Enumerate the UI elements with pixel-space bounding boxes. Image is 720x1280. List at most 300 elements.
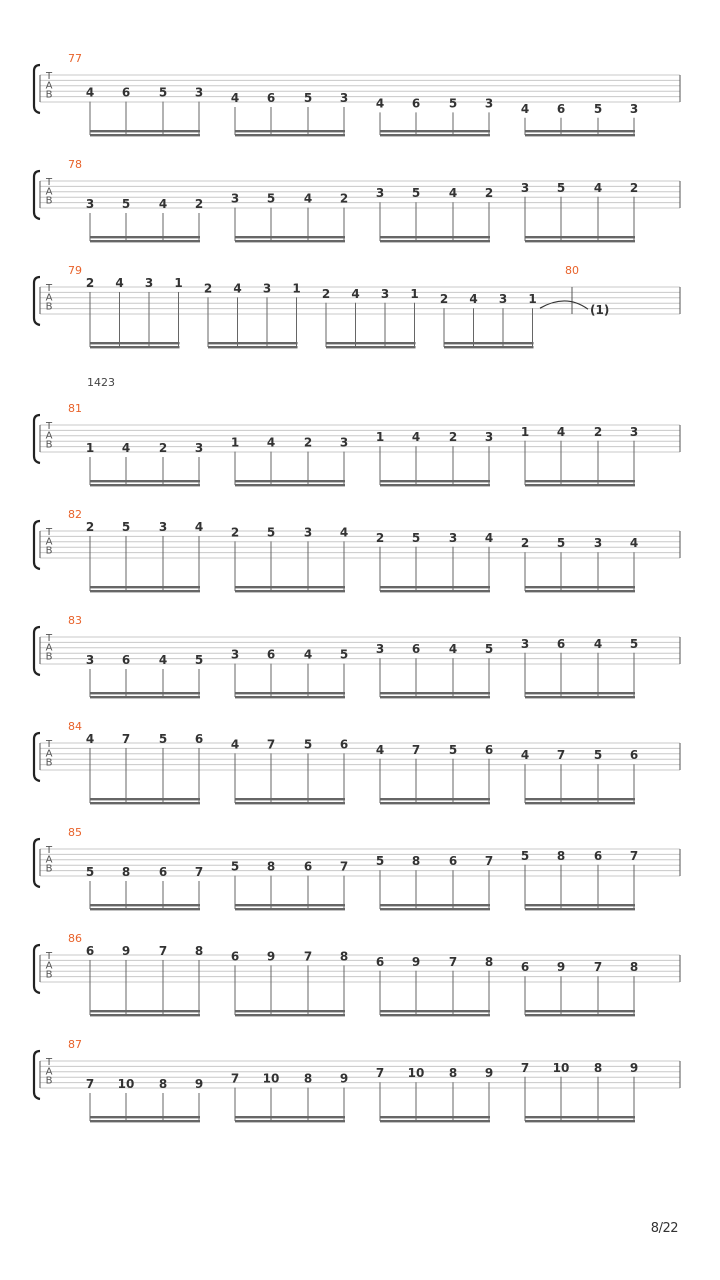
beam — [208, 342, 298, 344]
measure-number: 78 — [68, 158, 82, 171]
measure-number: 85 — [68, 826, 82, 839]
fret-number: 2 — [203, 281, 213, 296]
fret-number: 6 — [339, 737, 349, 752]
fret-number: 8 — [266, 859, 276, 874]
beam — [90, 346, 180, 348]
tab-clef-letter: B — [45, 545, 53, 557]
beam — [326, 346, 416, 348]
fret-number: 4 — [303, 647, 313, 662]
fret-number: 6 — [266, 91, 276, 105]
beam — [525, 590, 635, 592]
beam — [90, 908, 200, 910]
tab-clef-letter: A — [45, 642, 53, 654]
measure-number: 80 — [565, 264, 579, 277]
system-bracket — [34, 171, 40, 219]
fret-number: 2 — [303, 435, 313, 450]
tab-clef-letter: T — [45, 177, 53, 188]
fret-number: 3 — [303, 525, 313, 540]
fret-number: 3 — [262, 281, 272, 296]
fret-number: 3 — [629, 424, 639, 439]
beam — [525, 586, 635, 588]
beam — [235, 908, 345, 910]
fret-number: 7 — [629, 848, 639, 863]
beam — [525, 484, 635, 486]
tied-note: (1) — [590, 303, 610, 318]
fret-number: 6 — [375, 954, 385, 969]
beam — [235, 480, 345, 482]
fret-number: 4 — [411, 430, 421, 445]
beam — [525, 130, 635, 132]
tab-clef-letter: A — [45, 960, 53, 972]
measure-number: 84 — [68, 720, 82, 733]
fret-number: 4 — [469, 292, 478, 307]
beam — [525, 904, 635, 906]
fret-number: 10 — [262, 1071, 280, 1086]
beam — [90, 1116, 200, 1118]
fret-number: 5 — [629, 636, 639, 651]
beam — [444, 342, 534, 344]
beam — [90, 1010, 200, 1012]
fret-number: 6 — [158, 865, 168, 879]
fret-number: 8 — [593, 1060, 603, 1075]
beam — [525, 908, 635, 910]
fret-number: 5 — [448, 96, 458, 111]
fret-number: 5 — [266, 525, 276, 540]
fret-number: 7 — [593, 960, 603, 975]
fret-number: 8 — [484, 954, 494, 969]
fret-number: 4 — [375, 96, 385, 111]
beam — [90, 236, 200, 238]
beam — [90, 692, 200, 694]
beam — [525, 696, 635, 698]
fret-number: 2 — [85, 520, 95, 534]
fret-number: 3 — [144, 276, 154, 290]
beam — [235, 696, 345, 698]
fret-number: 5 — [303, 737, 313, 752]
fret-number: 8 — [556, 848, 566, 863]
system-bracket — [34, 415, 40, 463]
fret-number: 8 — [411, 854, 421, 869]
fret-number: 5 — [411, 186, 421, 201]
fret-number: 8 — [121, 865, 131, 879]
tab-system — [34, 720, 680, 804]
beam — [90, 590, 200, 592]
fret-number: 5 — [158, 85, 168, 100]
beam — [90, 904, 200, 906]
beam — [444, 346, 534, 348]
fret-number: 2 — [439, 292, 449, 307]
measure-number: 86 — [68, 932, 82, 945]
fret-number: 2 — [194, 197, 204, 211]
fret-number: 5 — [556, 180, 566, 195]
tab-clef-letter: B — [45, 1075, 53, 1087]
fret-number: 6 — [593, 848, 603, 863]
fret-number: 6 — [520, 960, 530, 975]
fret-number: 6 — [266, 647, 276, 662]
tab-clef-letter: T — [45, 527, 53, 538]
fret-number: 3 — [85, 653, 95, 667]
fret-number: 7 — [158, 944, 168, 958]
beam — [235, 130, 345, 132]
fret-number: 5 — [556, 536, 566, 551]
beam — [235, 134, 345, 136]
fret-number: 4 — [158, 653, 168, 667]
beam — [235, 586, 345, 588]
fret-number: 4 — [115, 276, 124, 290]
fret-number: 6 — [411, 96, 421, 111]
fret-number: 4 — [85, 732, 95, 746]
tab-system — [34, 1038, 680, 1122]
fret-number: 6 — [411, 642, 421, 657]
fret-number: 7 — [484, 854, 494, 869]
fret-number: 3 — [85, 197, 95, 211]
tab-clef-letter: T — [45, 739, 53, 750]
fret-number: 6 — [629, 748, 639, 763]
fret-number: 9 — [194, 1077, 204, 1091]
tab-clef-letter: A — [45, 292, 53, 304]
system-bracket — [34, 627, 40, 675]
tab-clef-letter: B — [45, 863, 53, 875]
fret-number: 2 — [448, 430, 458, 445]
fret-number: 6 — [121, 85, 131, 100]
fret-number: 4 — [629, 536, 639, 551]
fret-number: 4 — [593, 180, 603, 195]
beam — [525, 1120, 635, 1122]
fret-number: 3 — [629, 101, 639, 116]
system-bracket — [34, 277, 40, 325]
fret-number: 4 — [520, 101, 530, 116]
beam — [380, 1120, 490, 1122]
fret-number: 4 — [230, 737, 240, 752]
fret-number: 5 — [194, 653, 204, 667]
fret-number: 2 — [158, 441, 168, 455]
beam — [380, 240, 490, 242]
fret-number: 8 — [448, 1066, 458, 1081]
fret-number: 5 — [411, 530, 421, 545]
fret-number: 4 — [303, 191, 313, 206]
fret-number: 2 — [520, 536, 530, 551]
beam — [90, 240, 200, 242]
tab-clef-letter: A — [45, 1066, 53, 1078]
tab-clef-letter: T — [45, 421, 53, 432]
fret-number: 8 — [303, 1071, 313, 1086]
beam — [525, 236, 635, 238]
fret-number: 10 — [407, 1066, 425, 1081]
fret-number: 2 — [629, 180, 639, 195]
measure-number: 79 — [68, 264, 82, 277]
tab-system — [34, 402, 680, 486]
fret-number: 5 — [520, 848, 530, 863]
system-bracket — [34, 839, 40, 887]
fret-number: 6 — [484, 742, 494, 757]
fret-number: 5 — [303, 91, 313, 105]
fret-number: 3 — [375, 186, 385, 201]
tab-clef-letter: T — [45, 845, 53, 856]
fret-number: 2 — [375, 530, 385, 545]
fret-number: 1 — [375, 430, 385, 445]
fret-number: 4 — [158, 197, 168, 211]
fret-number: 4 — [448, 642, 458, 657]
fret-number: 3 — [484, 96, 494, 111]
tab-clef-letter: A — [45, 186, 53, 198]
fret-number: 4 — [520, 748, 530, 763]
fret-number: 4 — [484, 530, 494, 545]
measure-number: 82 — [68, 508, 82, 521]
beam — [380, 1010, 490, 1012]
fret-number: 1 — [230, 435, 240, 450]
fret-number: 3 — [593, 536, 603, 551]
fret-number: 6 — [85, 944, 95, 958]
page-indicator: 8/22 — [650, 1221, 678, 1236]
measure-number: 87 — [68, 1038, 82, 1051]
beam — [90, 802, 200, 804]
fret-number: 8 — [339, 949, 349, 964]
beam — [235, 692, 345, 694]
fret-number: 2 — [230, 525, 240, 540]
beam — [90, 696, 200, 698]
fret-number: 4 — [339, 525, 349, 540]
fret-number: 8 — [629, 960, 639, 975]
beam — [235, 236, 345, 238]
fret-number: 6 — [556, 101, 566, 116]
fret-number: 3 — [339, 91, 349, 105]
fret-number: 3 — [520, 636, 530, 651]
tab-system — [34, 932, 680, 1016]
measure-number: 81 — [68, 402, 82, 415]
fret-number: 9 — [629, 1060, 639, 1075]
beam — [525, 480, 635, 482]
beam — [380, 692, 490, 694]
fret-number: 1 — [528, 292, 537, 307]
fret-number: 4 — [266, 435, 276, 450]
fret-number: 4 — [121, 441, 131, 455]
fret-number: 4 — [230, 91, 240, 105]
fret-number: 4 — [593, 636, 603, 651]
fret-number: 5 — [339, 647, 349, 662]
beam — [525, 1116, 635, 1118]
fret-number: 3 — [375, 642, 385, 657]
beam — [90, 586, 200, 588]
fret-number: 9 — [266, 949, 276, 964]
fret-number: 4 — [375, 742, 385, 757]
tab-clef-letter: B — [45, 757, 53, 769]
beam — [235, 1120, 345, 1122]
system-bracket — [34, 521, 40, 569]
beam — [525, 240, 635, 242]
tab-clef-letter: T — [45, 1057, 53, 1068]
fret-number: 4 — [233, 281, 242, 296]
tab-system — [34, 508, 680, 592]
tab-clef-letter: A — [45, 748, 53, 760]
tab-clef-letter: B — [45, 969, 53, 981]
tab-system — [34, 52, 680, 136]
fret-number: 4 — [85, 85, 95, 100]
tie-arc — [540, 301, 588, 309]
measure-number: 77 — [68, 52, 82, 65]
fret-number: 4 — [194, 520, 204, 534]
fret-number: 5 — [484, 642, 494, 657]
fret-number: 5 — [266, 191, 276, 206]
beam — [380, 1014, 490, 1016]
fret-number: 1 — [520, 424, 530, 439]
system-bracket — [34, 65, 40, 113]
beam — [208, 346, 298, 348]
fret-number: 7 — [303, 949, 313, 964]
fret-number: 4 — [556, 424, 566, 439]
fret-number: 6 — [194, 732, 204, 746]
fret-number: 5 — [593, 101, 603, 116]
fret-number: 5 — [121, 197, 131, 211]
beam — [380, 134, 490, 136]
tab-system — [34, 264, 680, 348]
fret-number: 7 — [556, 748, 566, 763]
fret-number: 9 — [484, 1066, 494, 1081]
fret-number: 5 — [230, 859, 240, 874]
fret-number: 3 — [230, 191, 240, 206]
fret-number: 9 — [411, 954, 421, 969]
fret-number: 8 — [158, 1077, 168, 1091]
tab-system — [34, 614, 680, 698]
beam — [380, 236, 490, 238]
fret-number: 9 — [121, 944, 131, 958]
tab-clef-letter: T — [45, 633, 53, 644]
text-annotation: 1423 — [87, 376, 115, 389]
system-bracket — [34, 733, 40, 781]
fret-number: 9 — [339, 1071, 349, 1086]
beam — [90, 480, 200, 482]
fret-number: 3 — [484, 430, 494, 445]
beam — [90, 798, 200, 800]
tab-clef-letter: B — [45, 651, 53, 663]
fret-number: 6 — [448, 854, 458, 869]
fret-number: 5 — [593, 748, 603, 763]
fret-number: 5 — [375, 854, 385, 869]
beam — [235, 1014, 345, 1016]
fret-number: 7 — [230, 1071, 240, 1086]
fret-number: 3 — [498, 292, 508, 307]
fret-number: 3 — [158, 520, 168, 534]
beam — [90, 130, 200, 132]
beam — [235, 590, 345, 592]
tab-clef-letter: B — [45, 195, 53, 207]
fret-number: 2 — [85, 276, 95, 290]
fret-number: 3 — [339, 435, 349, 450]
tab-clef-letter: A — [45, 80, 53, 92]
fret-number: 3 — [380, 286, 390, 301]
tab-clef-letter: B — [45, 89, 53, 101]
beam — [380, 484, 490, 486]
beam — [235, 484, 345, 486]
beam — [235, 1116, 345, 1118]
tab-system — [34, 826, 680, 910]
tab-clef-letter: B — [45, 301, 53, 313]
fret-number: 5 — [158, 732, 168, 746]
fret-number: 4 — [351, 286, 360, 301]
fret-number: 6 — [121, 653, 131, 667]
fret-number: 3 — [520, 180, 530, 195]
fret-number: 1 — [85, 441, 95, 455]
fret-number: 3 — [194, 85, 204, 100]
beam — [380, 1116, 490, 1118]
beam — [326, 342, 416, 344]
beam — [525, 1010, 635, 1012]
fret-number: 3 — [448, 530, 458, 545]
measure-number: 83 — [68, 614, 82, 627]
tab-clef-letter: T — [45, 71, 53, 82]
tab-system — [34, 158, 680, 242]
beam — [525, 802, 635, 804]
fret-number: 6 — [556, 636, 566, 651]
beam — [380, 586, 490, 588]
fret-number: 7 — [121, 732, 131, 746]
system-bracket — [34, 1051, 40, 1099]
fret-number: 6 — [303, 859, 313, 874]
beam — [380, 480, 490, 482]
tab-clef-letter: B — [45, 439, 53, 451]
beam — [235, 802, 345, 804]
tab-clef-letter: T — [45, 951, 53, 962]
beam — [235, 1010, 345, 1012]
fret-number: 1 — [174, 276, 183, 290]
beam — [380, 696, 490, 698]
fret-number: 2 — [484, 186, 494, 201]
fret-number: 1 — [410, 286, 419, 301]
beam — [90, 484, 200, 486]
fret-number: 1 — [292, 281, 301, 296]
fret-number: 7 — [411, 742, 421, 757]
beam — [90, 134, 200, 136]
beam — [380, 130, 490, 132]
beam — [90, 342, 180, 344]
fret-number: 10 — [117, 1077, 135, 1091]
fret-number: 5 — [121, 520, 131, 534]
beam — [525, 134, 635, 136]
fret-number: 7 — [194, 865, 204, 879]
tab-clef-letter: A — [45, 430, 53, 442]
fret-number: 7 — [339, 859, 349, 874]
fret-number: 7 — [520, 1060, 530, 1075]
fret-number: 7 — [85, 1077, 95, 1091]
beam — [90, 1120, 200, 1122]
beam — [380, 798, 490, 800]
tab-clef-letter: A — [45, 536, 53, 548]
fret-number: 6 — [230, 949, 240, 964]
beam — [380, 904, 490, 906]
beam — [235, 904, 345, 906]
tab-clef-letter: T — [45, 283, 53, 294]
fret-number: 2 — [593, 424, 603, 439]
fret-number: 7 — [375, 1066, 385, 1081]
fret-number: 3 — [230, 647, 240, 662]
beam — [525, 1014, 635, 1016]
system-bracket — [34, 945, 40, 993]
fret-number: 7 — [266, 737, 276, 752]
fret-number: 7 — [448, 954, 458, 969]
beam — [380, 908, 490, 910]
fret-number: 9 — [556, 960, 566, 975]
fret-number: 5 — [85, 865, 95, 879]
beam — [525, 692, 635, 694]
fret-number: 2 — [339, 191, 349, 206]
beam — [235, 798, 345, 800]
beam — [235, 240, 345, 242]
tab-clef-letter: A — [45, 854, 53, 866]
fret-number: 2 — [321, 286, 331, 301]
beam — [380, 802, 490, 804]
beam — [380, 590, 490, 592]
beam — [525, 798, 635, 800]
beam — [90, 1014, 200, 1016]
